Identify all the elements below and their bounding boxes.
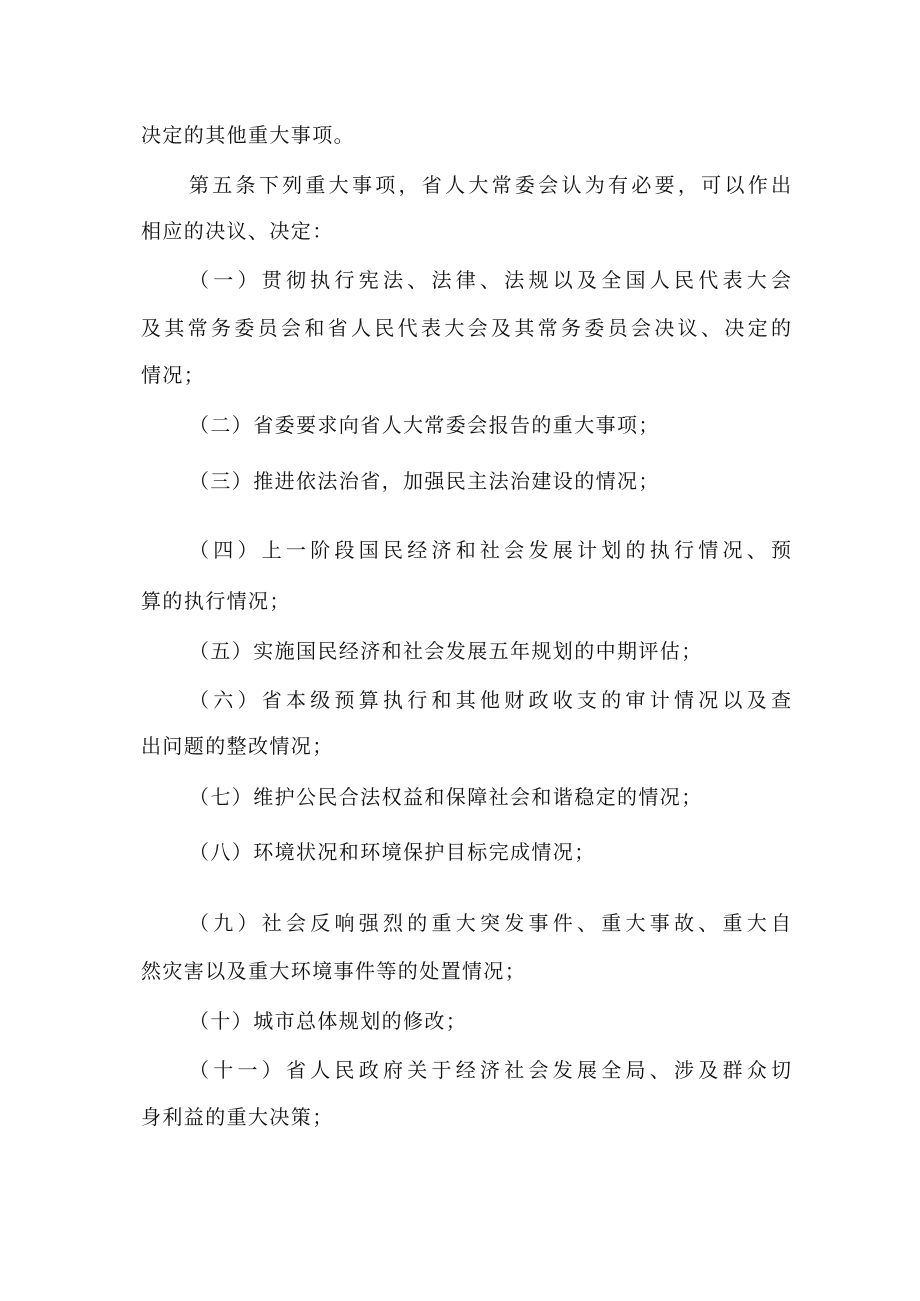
text-line: 出问题的整改情况；	[141, 734, 334, 758]
text-line: （四）上一阶段国民经济和社会发展计划的执行情况、预	[189, 538, 791, 562]
text-line: （九）社会反响强烈的重大突发事件、重大事故、重大自	[189, 911, 791, 935]
text-line: （十）城市总体规划的修改；	[189, 1009, 468, 1033]
text-line: （三）推进依法治省，加强民主法治建设的情况；	[189, 469, 660, 493]
text-line: 身利益的重大决策；	[141, 1105, 334, 1129]
text-line: （十一）省人民政府关于经济社会发展全局、涉及群众切	[189, 1058, 791, 1082]
text-line: 情况；	[141, 363, 206, 387]
text-line: 第五条下列重大事项，省人大常委会认为有必要，可以作出	[189, 173, 791, 197]
text-line: （七）维护公民合法权益和保障社会和谐稳定的情况；	[189, 785, 703, 809]
text-line: （一）贯彻执行宪法、法律、法规以及全国人民代表大会	[189, 268, 791, 292]
text-line: （二）省委要求向省人大常委会报告的重大事项；	[189, 413, 660, 437]
text-line: 及其常务委员会和省人民代表大会及其常务委员会决议、决定的	[141, 316, 791, 340]
text-line: 算的执行情况；	[141, 589, 291, 613]
text-line: 相应的决议、决定：	[141, 219, 334, 243]
text-line: （八）环境状况和环境保护目标完成情况；	[189, 840, 596, 864]
text-line: 决定的其他重大事项。	[141, 123, 355, 147]
text-line: （六）省本级预算执行和其他财政收支的审计情况以及查	[189, 688, 791, 712]
text-line: 然灾害以及重大环境事件等的处置情况；	[141, 959, 527, 983]
text-line: （五）实施国民经济和社会发展五年规划的中期评估；	[189, 639, 703, 663]
